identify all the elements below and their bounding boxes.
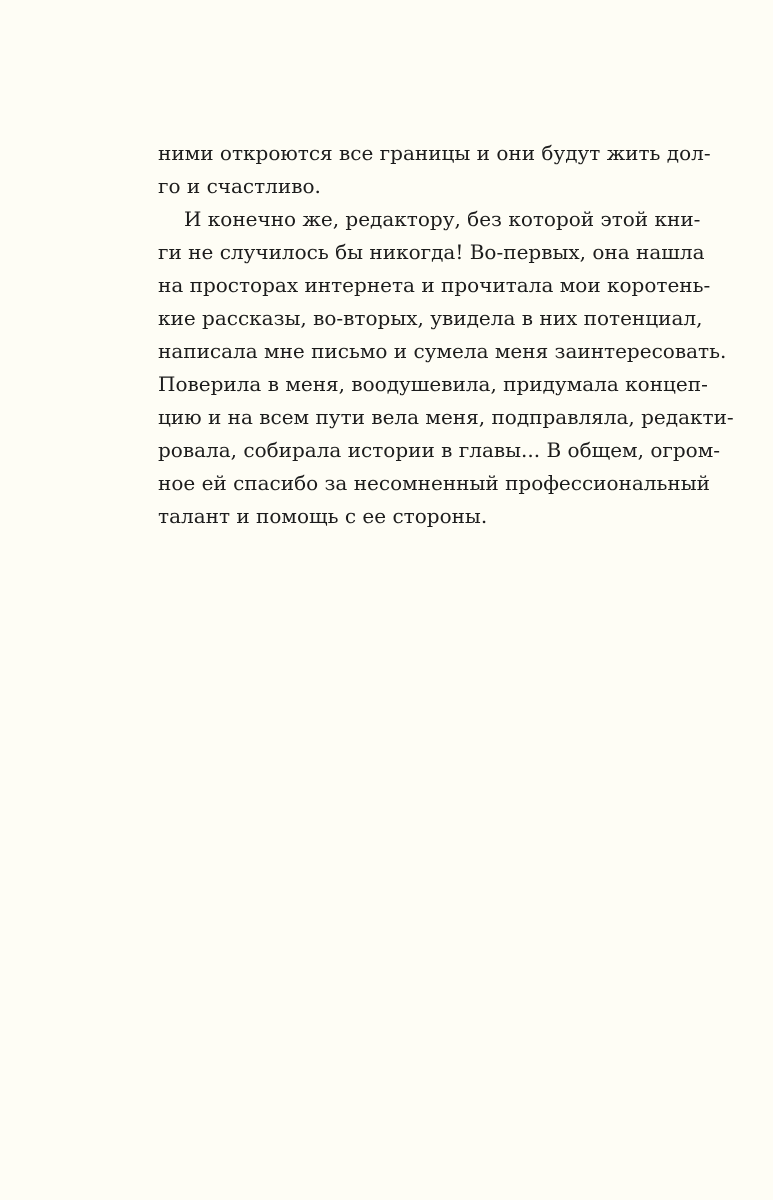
text-line: Поверила в меня, воодушевила, придумала концеп- — [158, 372, 708, 396]
text-line: ровала, собирала истории в главы... В общем, огром- — [158, 438, 721, 462]
paragraph-1 — [158, 137, 711, 203]
text-line: кие рассказы, во-вторых, увидела в них потенциал, — [158, 306, 703, 330]
text-line: И конечно же, редактору, без которой этой кни- — [184, 207, 701, 231]
text-line: на просторах интернета и прочитала мои коротень- — [158, 273, 711, 297]
text-line: ное ей спасибо за несомненный профессиональный — [158, 471, 710, 495]
text-line: цию и на всем пути вела меня, подправляла, редакти- — [158, 405, 734, 429]
text-line: ними откроются все границы и они будут жить дол- — [158, 141, 711, 165]
paragraph-2 — [158, 203, 734, 533]
text-line: талант и помощь с ее стороны. — [158, 504, 488, 528]
text-line: написала мне письмо и сумела меня заинтересовать. — [158, 339, 727, 363]
body-text — [158, 137, 734, 533]
text-line: ги не случилось бы никогда! Во-первых, она нашла — [158, 240, 705, 264]
text-line: го и счастливо. — [158, 174, 321, 198]
